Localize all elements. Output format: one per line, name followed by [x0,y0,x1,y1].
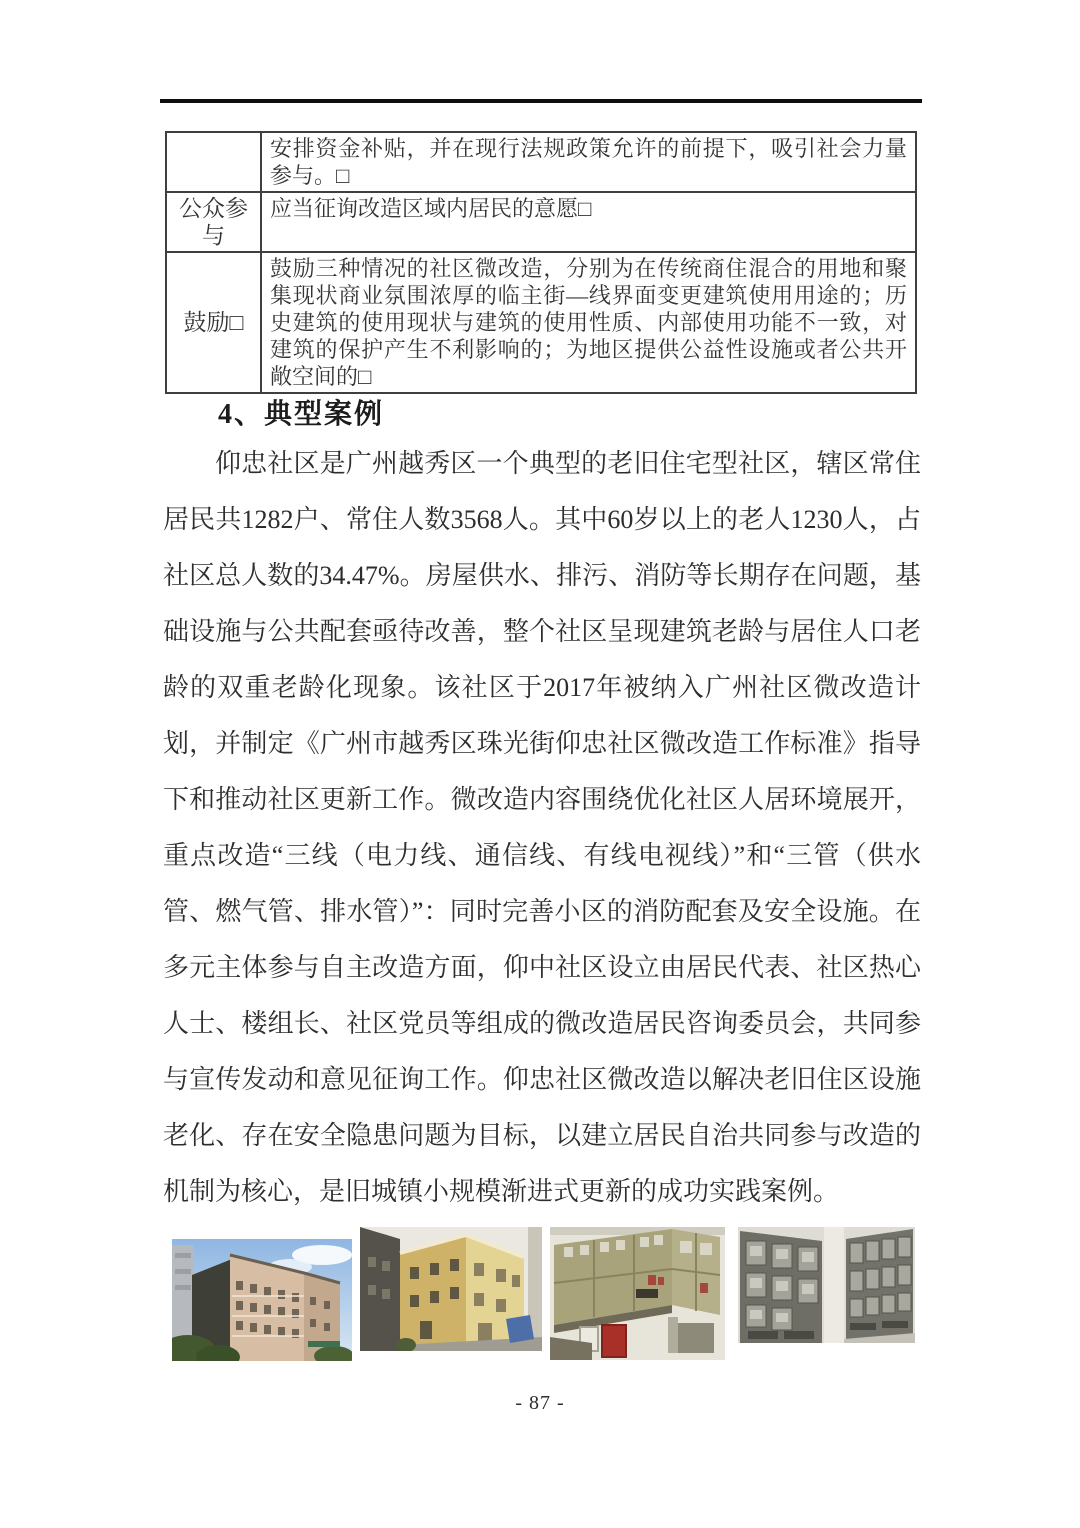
table-row-content: 鼓励三种情况的社区微改造，分别为在传统商住混合的用地和聚集现状商业氛围浓厚的临主街—线界面变更建筑使用用途的；历史建筑的使用现状与建筑的使用性质、内部使用功能不一致，对建筑的保护产生不利影响的；为地区提供公益性设施或者公共开敞空间的□ [261,252,916,393]
table-row [166,132,916,192]
table-row [166,192,916,252]
table-row-label [166,132,261,192]
table-row-label: 公众参与 [166,192,261,252]
table-row-content: 应当征询改造区域内居民的意愿□ [261,192,916,252]
yellow-corner-building-photo [360,1227,542,1351]
page-number: - 87 - [515,1392,565,1414]
table-row-label: 鼓励□ [166,252,261,393]
table-row-content: 安排资金补贴，并在现行法规政策允许的前提下，吸引社会力量参与。□ [261,132,916,192]
table-row [166,252,916,393]
electric-meter-boxes-photo [738,1227,915,1343]
aged-electrical-cabinets-image [550,1227,725,1360]
section-heading: 4、典型案例 [218,399,385,430]
yellow-corner-building-image [360,1227,542,1351]
aged-electrical-cabinets-photo [550,1227,725,1360]
old-residential-building-image [172,1239,352,1361]
page-header-rule [160,99,922,103]
policy-table [165,131,917,394]
body-paragraph: 仰忠社区是广州越秀区一个典型的老旧住宅型社区，辖区常住居民共1282户、常住人数3568人。其中60岁以上的老人1230人，占社区总人数的34.47%。房屋供水、排污、消防等长期存在问题，基础设施与公共配套亟待改善，整个社区呈现建筑老龄与居住人口老龄的双重老龄化现象。该社区于2017年被纳入广州社区微改造计划，并制定《广州市越秀区珠光街仰忠社区微改造工作标准》指导下和推动社区更新工作。微改造内容围绕优化社区人居环境展开，重点改造“三线（电力线、通信线、有线电视线）”和“三管（供水管、燃气管、排水管）”：同时完善小区的消防配套及安全设施。在多元主体参与自主改造方面，仰中社区设立由居民代表、社区热心人士、楼组长、社区党员等组成的微改造居民咨询委员会，共同参与宣传发动和意见征询工作。仰忠社区微改造以解决老旧住区设施老化、存在安全隐患问题为目标，以建立居民自治共同参与改造的机制为核心，是旧城镇小规模渐进式更新的成功实践案例。 [163,449,921,1206]
electric-meter-boxes-image [738,1227,915,1343]
old-residential-building-photo [172,1239,352,1361]
